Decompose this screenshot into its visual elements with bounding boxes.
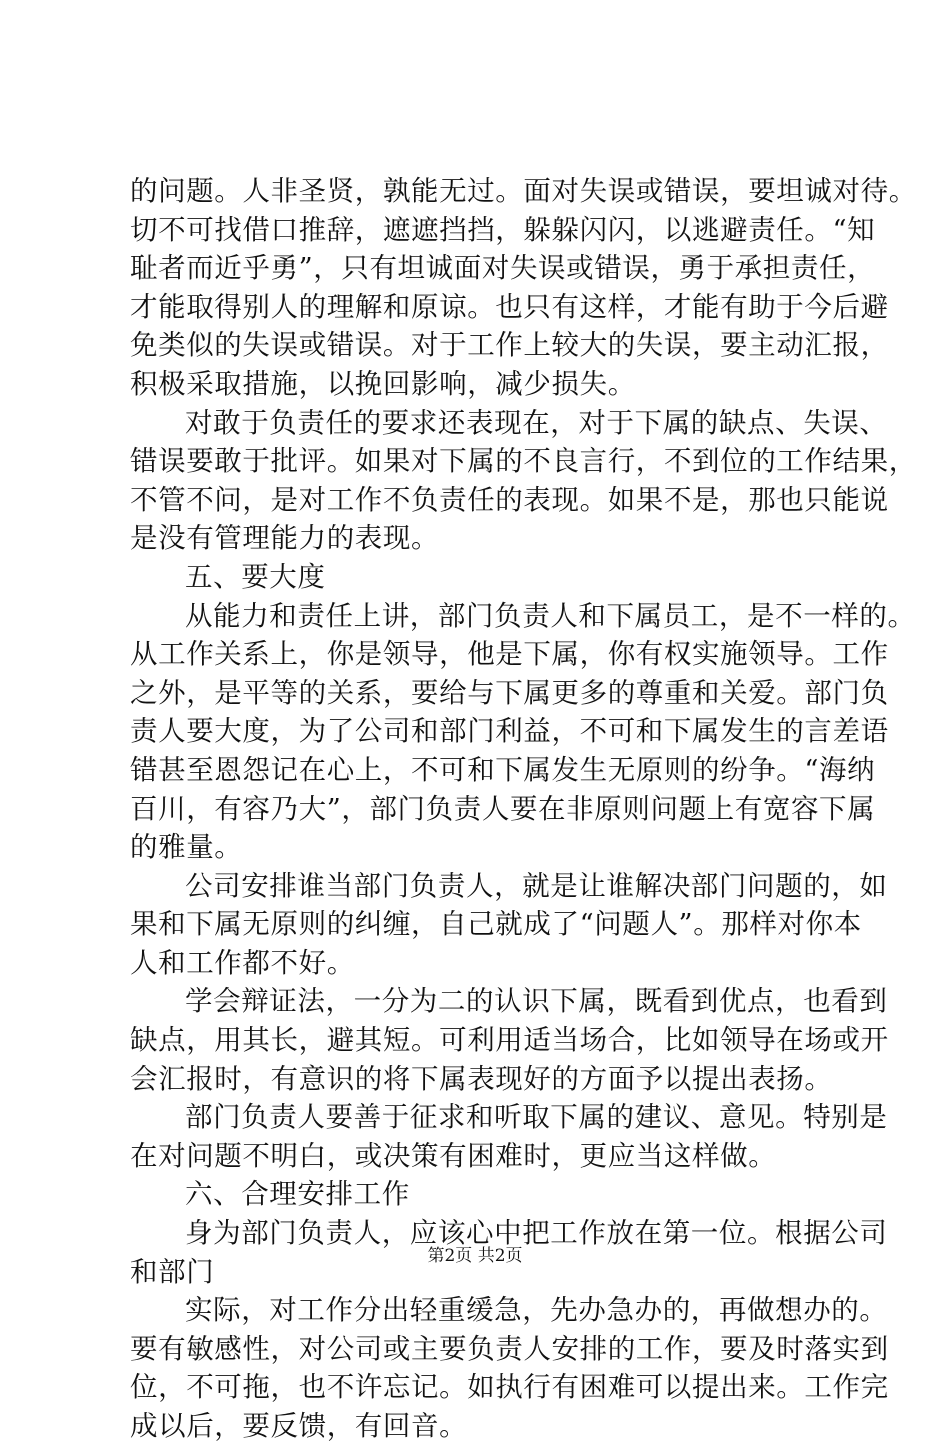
text-line: 积极采取措施，以挽回影响，减少损失。 — [130, 367, 636, 400]
text-line: 果和下属无原则的纠缠，自己就成了“问题人”。那样对你本 — [130, 908, 862, 941]
text-line: 是没有管理能力的表现。 — [130, 522, 440, 555]
text-line: 公司安排谁当部门负责人，就是让谁解决部门问题的，如 — [185, 869, 888, 902]
text-line: 才能取得别人的理解和原谅。也只有这样，才能有助于今后避 — [130, 290, 889, 323]
text-line: 成以后，要反馈，有回音。 — [130, 1410, 468, 1442]
text-line: 错甚至恩怨记在心上，不可和下属发生无原则的纷争。“海纳 — [130, 753, 876, 786]
text-line: 人和工作都不好。 — [130, 946, 355, 979]
text-line: 错误要敢于批评。如果对下属的不良言行，不到位的工作结果， — [130, 445, 917, 478]
text-line: 的雅量。 — [130, 831, 243, 864]
page-number-label: 第2页 共2页 — [427, 1246, 523, 1266]
page-footer — [0, 1245, 950, 1267]
text-line: 对敢于负责任的要求还表现在，对于下属的缺点、失误、 — [185, 406, 888, 439]
text-line: 会汇报时，有意识的将下属表现好的方面予以提出表扬。 — [130, 1062, 833, 1095]
text-line: 从能力和责任上讲，部门负责人和下属员工，是不一样的。 — [185, 599, 916, 632]
text-line: 位，不可拖，也不许忘记。如执行有困难可以提出来。工作完 — [130, 1371, 889, 1404]
text-line: 耻者而近乎勇”，只有坦诚面对失误或错误，勇于承担责任， — [130, 252, 876, 285]
text-line: 在对问题不明白，或决策有困难时，更应当这样做。 — [130, 1139, 777, 1172]
text-line: 百川，有容乃大”，部门负责人要在非原则问题上有宽容下属 — [130, 792, 876, 825]
text-line: 切不可找借口推辞，遮遮挡挡，躲躲闪闪，以逃避责任。“知 — [130, 213, 876, 246]
text-line: 实际，对工作分出轻重缓急，先办急办的，再做想办的。 — [185, 1294, 888, 1327]
text-line: 的问题。人非圣贤，孰能无过。面对失误或错误，要坦诚对待。 — [130, 175, 917, 207]
text-line: 身为部门负责人，应该心中把工作放在第一位。根据公司 — [185, 1217, 888, 1250]
text-line: 从工作关系上，你是领导，他是下属，你有权实施领导。工作 — [130, 638, 889, 671]
text-line: 要有敏感性，对公司或主要负责人安排的工作，要及时落实到 — [130, 1332, 889, 1365]
text-line: 学会辩证法，一分为二的认识下属，既看到优点，也看到 — [185, 985, 888, 1018]
text-line: 责人要大度，为了公司和部门利益，不可和下属发生的言差语 — [130, 715, 889, 748]
text-line: 免类似的失误或错误。对于工作上较大的失误，要主动汇报， — [130, 329, 889, 362]
text-line: 不管不问，是对工作不负责任的表现。如果不是，那也只能说 — [130, 483, 889, 516]
text-line: 之外，是平等的关系，要给与下属更多的尊重和关爱。部门负 — [130, 676, 889, 709]
text-line: 六、合理安排工作 — [185, 1178, 410, 1211]
text-line: 和部门 — [130, 1255, 215, 1288]
text-line: 五、要大度 — [185, 560, 326, 593]
text-line: 缺点，用其长，避其短。可利用适当场合，比如领导在场或开 — [130, 1024, 889, 1057]
text-line: 部门负责人要善于征求和听取下属的建议、意见。特别是 — [185, 1101, 888, 1134]
